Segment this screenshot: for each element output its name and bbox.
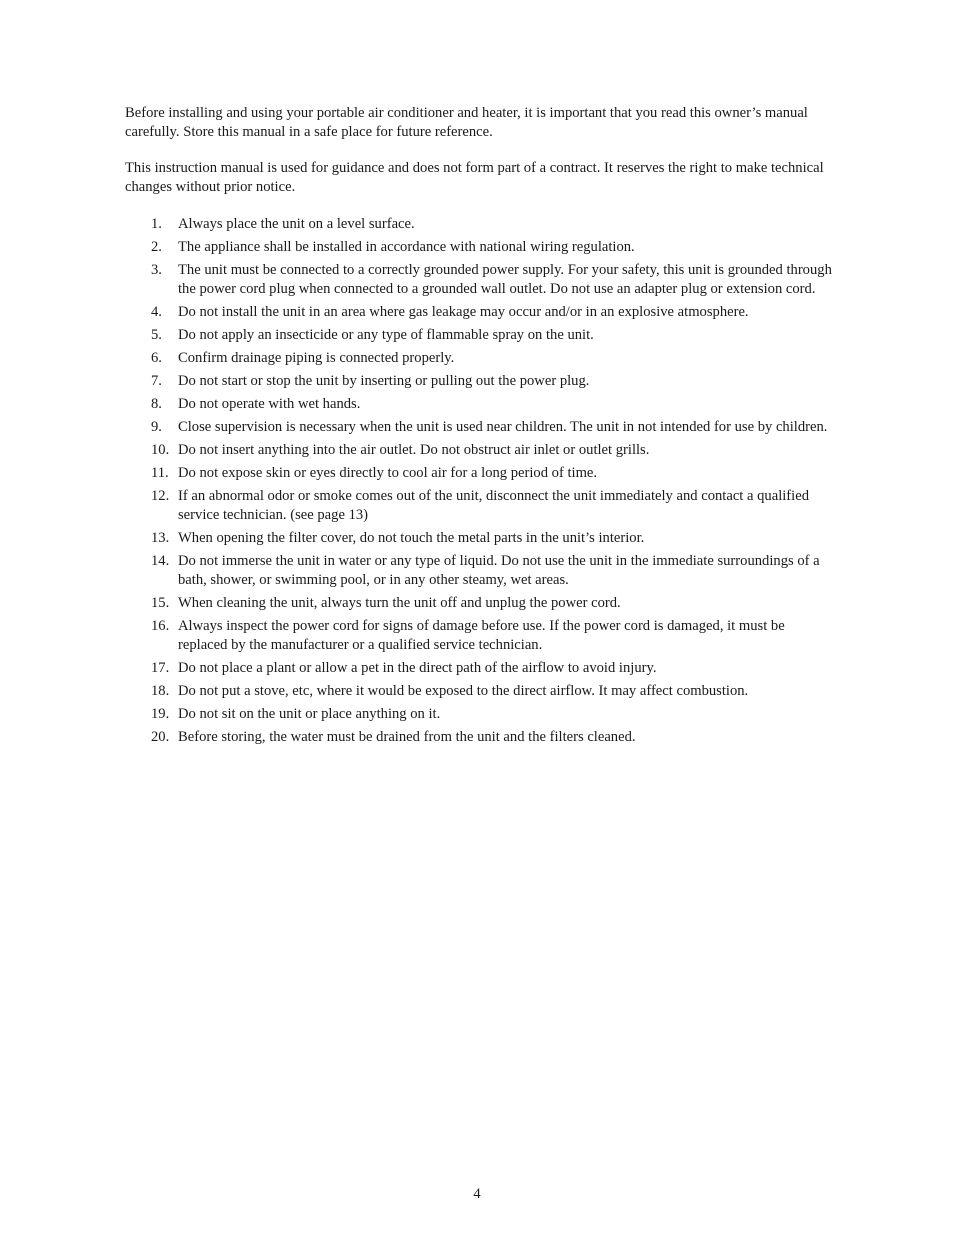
list-item	[125, 529, 837, 548]
item-number: 11.	[151, 465, 169, 481]
item-text: If an abnormal odor or smoke comes out of the unit, disconnect the unit immediately and contact a qualified service technician. (see page 13)	[178, 488, 809, 523]
list-item	[125, 215, 837, 234]
list-item	[125, 349, 837, 368]
list-item	[125, 326, 837, 345]
list-item	[125, 728, 837, 747]
item-text: Do not place a plant or allow a pet in the direct path of the airflow to avoid injury.	[178, 660, 657, 676]
list-item	[125, 238, 837, 257]
item-text: Do not immerse the unit in water or any type of liquid. Do not use the unit in the immediate surroundings of a bath, shower, or swimming pool, or in any other steamy, wet areas.	[178, 553, 820, 588]
item-number: 8.	[151, 396, 162, 412]
item-number: 12.	[151, 488, 170, 504]
list-item	[125, 303, 837, 322]
item-number: 15.	[151, 595, 170, 611]
list-item	[125, 464, 837, 483]
item-text: Do not apply an insecticide or any type of flammable spray on the unit.	[178, 327, 594, 343]
item-text: Do not put a stove, etc, where it would be exposed to the direct airflow. It may affect combustion.	[178, 683, 749, 699]
list-item	[125, 395, 837, 414]
list-item	[125, 552, 837, 590]
item-number: 9.	[151, 419, 162, 435]
item-number: 3.	[151, 262, 162, 278]
item-number: 10.	[151, 442, 170, 458]
list-item	[125, 594, 837, 613]
item-text: Confirm drainage piping is connected properly.	[178, 350, 455, 366]
safety-instructions-list	[125, 215, 837, 747]
page-number: 4	[473, 1186, 481, 1202]
item-text: Always inspect the power cord for signs of damage before use. If the power cord is damaged, it must be replaced by the manufacturer or a qualified service technician.	[178, 618, 785, 653]
item-number: 1.	[151, 216, 162, 232]
item-number: 19.	[151, 706, 170, 722]
item-number: 4.	[151, 304, 162, 320]
item-text: Do not install the unit in an area where gas leakage may occur and/or in an explosive atmosphere.	[178, 304, 749, 320]
item-text: Do not sit on the unit or place anything on it.	[178, 706, 441, 722]
item-number: 5.	[151, 327, 162, 343]
item-number: 20.	[151, 729, 170, 745]
list-item	[125, 682, 837, 701]
item-text: Do not expose skin or eyes directly to cool air for a long period of time.	[178, 465, 598, 481]
item-text: Before storing, the water must be drained from the unit and the filters cleaned.	[178, 729, 636, 745]
list-item	[125, 487, 837, 525]
item-text: Close supervision is necessary when the unit is used near children. The unit in not intended for use by children.	[178, 419, 828, 435]
list-item	[125, 418, 837, 437]
list-item	[125, 617, 837, 655]
item-text: Do not insert anything into the air outlet. Do not obstruct air inlet or outlet grills.	[178, 442, 650, 458]
item-text: When cleaning the unit, always turn the unit off and unplug the power cord.	[178, 595, 621, 611]
list-item	[125, 441, 837, 460]
item-number: 16.	[151, 618, 170, 634]
item-text: The unit must be connected to a correctly grounded power supply. For your safety, this unit is grounded through the power cord plug when connected to a grounded wall outlet. Do not use an adapter plug or extension cord.	[178, 262, 832, 297]
item-number: 2.	[151, 239, 162, 255]
item-number: 13.	[151, 530, 170, 546]
item-text: Do not operate with wet hands.	[178, 396, 361, 412]
intro-paragraph-2: This instruction manual is used for guidance and does not form part of a contract. It reserves the right to make technical changes without prior notice.	[125, 160, 824, 195]
intro-paragraph-1: Before installing and using your portable air conditioner and heater, it is important that you read this owner’s manual carefully. Store this manual in a safe place for future reference.	[125, 105, 808, 140]
list-item	[125, 372, 837, 391]
item-text: Do not start or stop the unit by inserting or pulling out the power plug.	[178, 373, 590, 389]
list-item	[125, 705, 837, 724]
item-number: 7.	[151, 373, 162, 389]
item-number: 18.	[151, 683, 170, 699]
item-number: 17.	[151, 660, 170, 676]
item-number: 14.	[151, 553, 170, 569]
item-number: 6.	[151, 350, 162, 366]
item-text: Always place the unit on a level surface.	[178, 216, 415, 232]
list-item	[125, 261, 837, 299]
item-text: The appliance shall be installed in accordance with national wiring regulation.	[178, 239, 635, 255]
list-item	[125, 659, 837, 678]
item-text: When opening the filter cover, do not touch the metal parts in the unit’s interior.	[178, 530, 645, 546]
document-page	[125, 104, 837, 751]
